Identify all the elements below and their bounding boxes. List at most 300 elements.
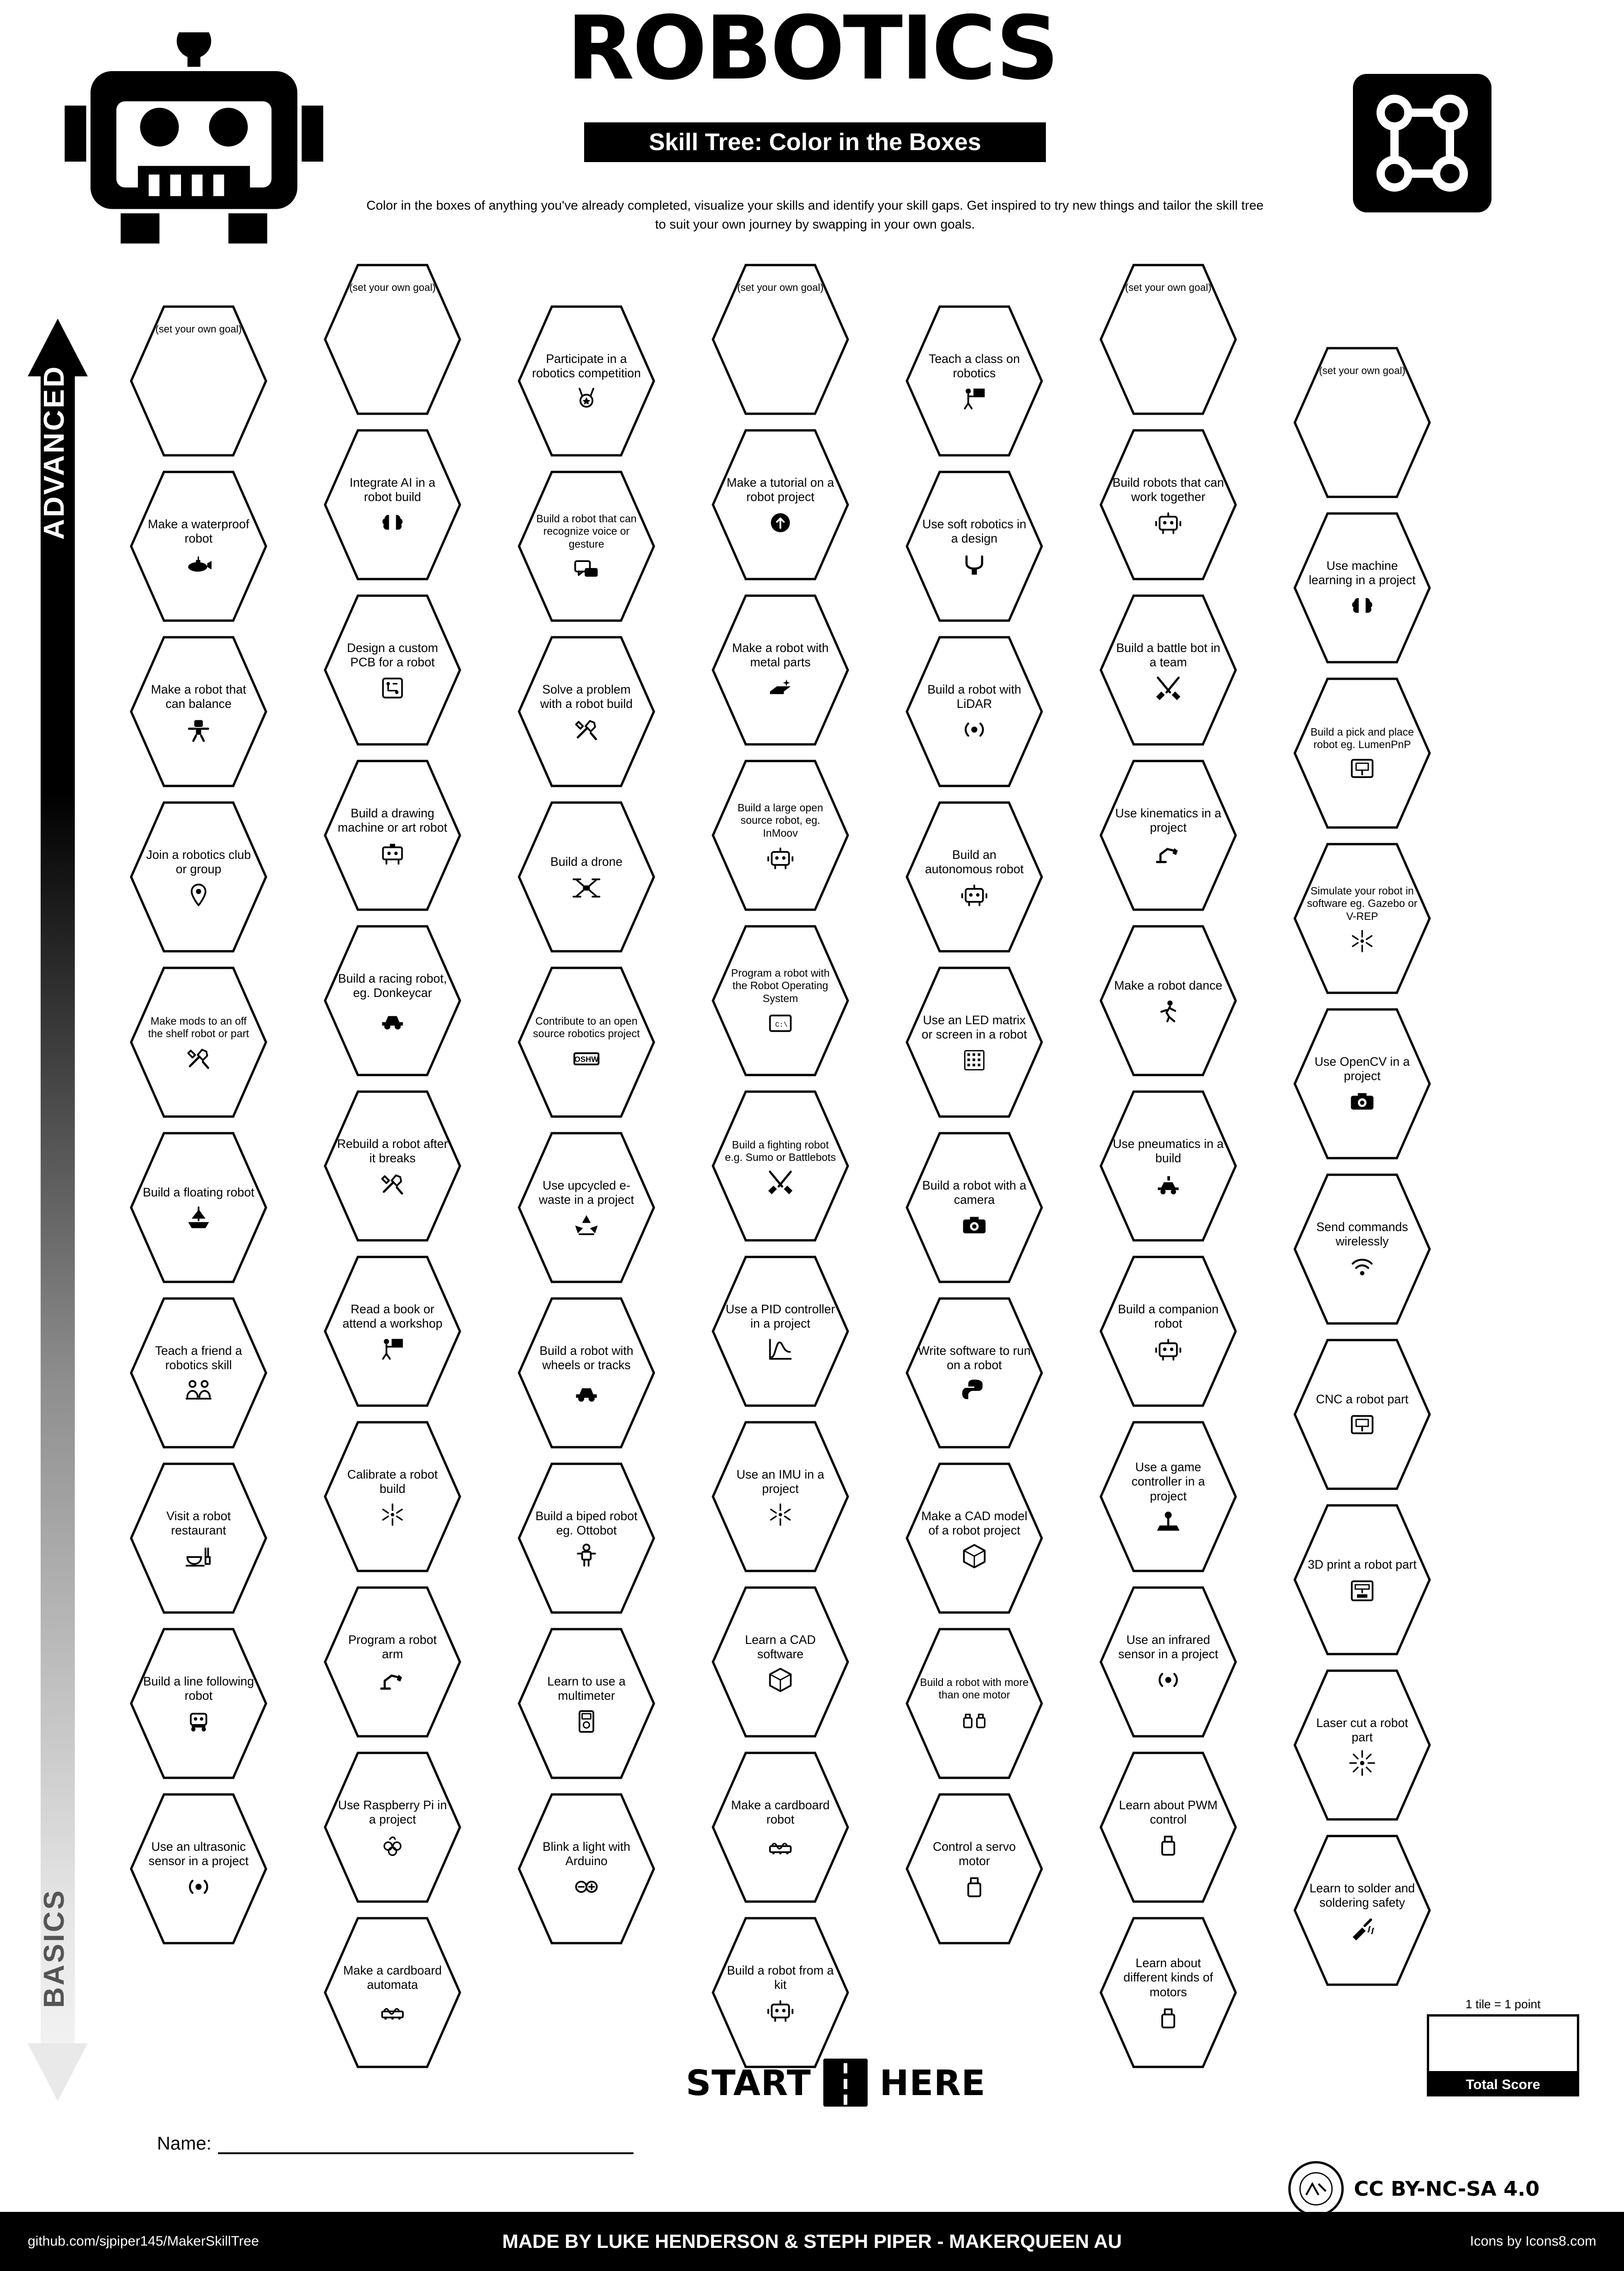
hex-label: Integrate AI in a robot build bbox=[350, 475, 435, 504]
hex-label: Build a racing robot, eg. Donkeycar bbox=[338, 971, 447, 1000]
hex-content bbox=[1306, 1685, 1419, 1807]
hex-content bbox=[336, 776, 449, 898]
python-icon bbox=[960, 1377, 988, 1405]
hex-label: Build a line following robot bbox=[143, 1674, 254, 1703]
hex-label: Use upcycled e-waste in a project bbox=[538, 1178, 634, 1207]
skill-hex-col4-11[interactable] bbox=[711, 1916, 850, 2069]
tools-icon bbox=[379, 1170, 406, 1198]
skill-hex-col4-1[interactable] bbox=[711, 263, 850, 416]
hex-label: Simulate your robot in software eg. Gazebo or V-REP bbox=[1307, 885, 1418, 922]
hex-content bbox=[1306, 528, 1419, 650]
drone-icon bbox=[573, 874, 600, 902]
tools-icon bbox=[573, 716, 600, 743]
skill-hex-col6-8[interactable] bbox=[1099, 1420, 1238, 1573]
hex-content bbox=[336, 1768, 449, 1890]
hex-label: Join a robotics club or group bbox=[146, 847, 251, 876]
two-motors-icon bbox=[960, 1706, 988, 1733]
hex-content bbox=[1112, 1272, 1225, 1394]
hex-label: Make a CAD model of a robot project bbox=[921, 1509, 1027, 1537]
skill-hex-col1-5[interactable] bbox=[129, 966, 268, 1118]
skill-hex-col2-9[interactable] bbox=[323, 1586, 462, 1738]
oshw-icon bbox=[573, 1045, 600, 1072]
hex-label: Build a robot with a camera bbox=[922, 1178, 1026, 1207]
skill-hex-col1-2[interactable] bbox=[129, 470, 268, 622]
battle-icon bbox=[1154, 674, 1182, 702]
hex-label: Learn to solder and soldering safety bbox=[1309, 1881, 1415, 1909]
page-title: ROBOTICS bbox=[567, 0, 1057, 99]
metal-icon bbox=[767, 674, 794, 702]
hex-content bbox=[918, 487, 1031, 609]
hex-label: Use kinematics in a project bbox=[1115, 806, 1221, 834]
hex-label: CNC a robot part bbox=[1316, 1392, 1409, 1407]
motor-icon bbox=[960, 1873, 988, 1901]
cube-icon bbox=[960, 1542, 988, 1570]
hex-label: Use Raspberry Pi in a project bbox=[338, 1798, 447, 1826]
hex-content bbox=[1112, 1106, 1225, 1228]
hex-content bbox=[142, 487, 255, 609]
hex-content bbox=[142, 652, 255, 774]
skill-hex-col6-11[interactable] bbox=[1099, 1916, 1238, 2069]
license-row bbox=[1288, 2161, 1539, 2217]
car-icon bbox=[573, 1377, 600, 1405]
presenter-icon bbox=[379, 1335, 406, 1363]
hex-content bbox=[530, 1148, 643, 1270]
robot-icon bbox=[767, 1997, 794, 2024]
hex-label: Use machine learning in a project bbox=[1309, 558, 1416, 587]
skill-hex-col2-3[interactable] bbox=[323, 594, 462, 746]
name-input-line[interactable] bbox=[218, 2149, 634, 2154]
skill-hex-col5-1[interactable] bbox=[905, 305, 1044, 457]
hex-label: Use OpenCV in a project bbox=[1314, 1054, 1410, 1083]
hex-label: Build robots that can work together bbox=[1112, 475, 1224, 504]
start-here-marker bbox=[656, 2057, 1016, 2108]
skill-hex-col3-9[interactable] bbox=[517, 1627, 656, 1780]
robot-icon bbox=[960, 881, 988, 909]
skill-hex-col1-6[interactable] bbox=[129, 1131, 268, 1284]
hex-content bbox=[918, 1644, 1031, 1766]
hex-content bbox=[336, 1106, 449, 1228]
line-robot-icon bbox=[185, 1708, 212, 1735]
hex-content bbox=[724, 610, 837, 732]
hex-label: Calibrate a robot build bbox=[347, 1467, 438, 1496]
hex-content bbox=[1112, 941, 1225, 1063]
skill-hex-col7-10[interactable] bbox=[1293, 1834, 1431, 1987]
hex-content bbox=[1112, 1437, 1225, 1559]
hex-label: Teach a friend a robotics skill bbox=[155, 1343, 242, 1372]
presenter-icon bbox=[960, 385, 988, 413]
hex-goal-placeholder: (set your own goal) bbox=[1125, 282, 1212, 293]
skill-hex-col4-5[interactable] bbox=[711, 924, 850, 1077]
hex-label: Make a cardboard robot bbox=[731, 1798, 830, 1826]
hex-goal-placeholder: (set your own goal) bbox=[1319, 365, 1406, 376]
footer-credit: MADE BY LUKE HENDERSON & STEPH PIPER - MAKERQUEEN AU bbox=[502, 2230, 1122, 2252]
hex-content bbox=[918, 1479, 1031, 1601]
hex-content bbox=[1306, 1355, 1419, 1477]
skill-hex-col6-10[interactable] bbox=[1099, 1751, 1238, 1903]
hex-goal-placeholder: (set your own goal) bbox=[155, 323, 242, 335]
hex-content bbox=[1112, 776, 1225, 898]
joystick-icon bbox=[1154, 1508, 1182, 1536]
skill-hex-col5-3[interactable] bbox=[905, 635, 1044, 788]
hex-label: 3D print a robot part bbox=[1308, 1558, 1417, 1572]
skill-hex-col4-3[interactable] bbox=[711, 594, 850, 746]
skill-hex-col2-11[interactable] bbox=[323, 1916, 462, 2069]
hex-content bbox=[142, 1148, 255, 1270]
robot-arm-icon bbox=[1154, 840, 1182, 867]
submarine-icon bbox=[185, 550, 212, 578]
battle-icon bbox=[767, 1168, 794, 1196]
skill-hex-col1-3[interactable] bbox=[129, 635, 268, 788]
hex-content bbox=[142, 1644, 255, 1766]
cc-badge-icon bbox=[1288, 2161, 1344, 2217]
hex-label: Build a large open source robot, eg. InMoov bbox=[737, 802, 823, 839]
hex-content bbox=[1306, 363, 1419, 485]
hex-label: Build a fighting robot e.g. Sumo or Battlebots bbox=[724, 1138, 836, 1163]
hex-label: Build a drone bbox=[550, 855, 623, 869]
skill-hex-col2-7[interactable] bbox=[323, 1255, 462, 1407]
page-description: Color in the boxes of anything you've already completed, visualize your skills and identify your skill gaps. Get inspired to try new things and tailor the skill tree to suit your own journey by swapping in your own goals. bbox=[366, 198, 1264, 231]
cube-icon bbox=[767, 1666, 794, 1694]
license-text: CC BY-NC-SA 4.0 bbox=[1354, 2177, 1540, 2201]
boat-icon bbox=[185, 1205, 212, 1232]
hex-label: Build a battle bot in a team bbox=[1116, 640, 1220, 669]
hex-content bbox=[530, 1644, 643, 1766]
axis-label-advanced: ADVANCED bbox=[38, 365, 70, 540]
automata-icon bbox=[767, 1831, 794, 1859]
pcb-icon bbox=[379, 674, 406, 702]
skill-hex-col2-10[interactable] bbox=[323, 1751, 462, 1903]
wifi-icon bbox=[1348, 1253, 1376, 1281]
hex-label: Send commands wirelessly bbox=[1316, 1220, 1408, 1248]
hex-content bbox=[724, 280, 837, 402]
hex-content bbox=[1306, 1024, 1419, 1146]
medal-icon bbox=[573, 385, 600, 413]
calibrate-icon bbox=[379, 1501, 406, 1528]
hex-content bbox=[530, 1479, 643, 1601]
hex-content bbox=[724, 1768, 837, 1890]
speech-bubbles-icon bbox=[573, 555, 600, 583]
hex-content bbox=[724, 1272, 837, 1394]
skill-hex-col5-6[interactable] bbox=[905, 1131, 1044, 1284]
gripper-icon bbox=[960, 550, 988, 578]
brain-chip-icon bbox=[379, 509, 406, 537]
skill-hex-col3-4[interactable] bbox=[517, 801, 656, 953]
art-robot-icon bbox=[379, 840, 406, 867]
skill-hex-col1-7[interactable] bbox=[129, 1297, 268, 1449]
hex-label: Program a robot arm bbox=[348, 1632, 437, 1661]
skill-hex-col7-9[interactable] bbox=[1293, 1669, 1431, 1821]
hex-label: Build a robot with wheels or tracks bbox=[539, 1343, 634, 1372]
hex-label: Use an infrared sensor in a project bbox=[1118, 1632, 1219, 1661]
total-score-label: Total Score bbox=[1427, 2073, 1579, 2096]
start-label: START bbox=[686, 2062, 811, 2103]
cnc-icon bbox=[1348, 755, 1376, 783]
skill-hex-col2-8[interactable] bbox=[323, 1420, 462, 1573]
led-matrix-icon bbox=[960, 1046, 988, 1074]
hex-label: Use a PID controller in a project bbox=[725, 1302, 835, 1330]
hex-content bbox=[142, 983, 255, 1105]
hex-content bbox=[1112, 445, 1225, 567]
page-footer bbox=[0, 2212, 1624, 2271]
hex-content bbox=[336, 1272, 449, 1394]
raspberry-icon bbox=[379, 1831, 406, 1859]
hex-label: Blink a light with Arduino bbox=[542, 1839, 630, 1868]
hex-content bbox=[918, 983, 1031, 1105]
calibrate-icon bbox=[767, 1501, 794, 1528]
skill-hex-col1-9[interactable] bbox=[129, 1627, 268, 1780]
food-tray-icon bbox=[185, 1542, 212, 1570]
hex-content bbox=[530, 652, 643, 774]
hex-content bbox=[142, 321, 255, 443]
skill-hex-col7-8[interactable] bbox=[1293, 1504, 1431, 1656]
hex-content bbox=[336, 1437, 449, 1559]
hex-label: Make a cardboard automata bbox=[343, 1963, 442, 1992]
skill-hex-col5-2[interactable] bbox=[905, 470, 1044, 622]
skill-hex-col1-4[interactable] bbox=[129, 801, 268, 953]
skill-hex-col5-5[interactable] bbox=[905, 966, 1044, 1118]
automata-icon bbox=[379, 1997, 406, 2024]
hex-label: Visit a robot restaurant bbox=[166, 1509, 231, 1537]
camera-icon bbox=[960, 1212, 988, 1239]
skill-hex-col5-10[interactable] bbox=[905, 1793, 1044, 1945]
terminal-icon bbox=[767, 1009, 794, 1037]
skill-hex-col6-5[interactable] bbox=[1099, 924, 1238, 1077]
hex-content bbox=[1306, 694, 1419, 815]
footer-github-link[interactable]: github.com/sjpiper145/MakerSkillTree bbox=[28, 2234, 259, 2249]
hex-label: Build a robot with more than one motor bbox=[920, 1676, 1029, 1701]
hex-label: Learn to use a multimeter bbox=[547, 1674, 626, 1703]
skill-hex-col6-2[interactable] bbox=[1099, 429, 1238, 581]
hex-content bbox=[918, 1313, 1031, 1435]
hex-label: Use an ultrasonic sensor in a project bbox=[148, 1839, 249, 1868]
two-people-icon bbox=[185, 1377, 212, 1405]
hex-content bbox=[724, 445, 837, 567]
hex-content bbox=[918, 1809, 1031, 1931]
hex-content bbox=[336, 280, 449, 402]
brain-chip-icon bbox=[1348, 592, 1376, 620]
laser-icon bbox=[1348, 1749, 1376, 1777]
skill-hex-col7-3[interactable] bbox=[1293, 677, 1431, 829]
hex-content bbox=[142, 1479, 255, 1601]
signal-icon bbox=[185, 1873, 212, 1901]
hex-content bbox=[530, 1313, 643, 1435]
hex-label: Write software to run on a robot bbox=[918, 1343, 1031, 1372]
skill-hex-col2-5[interactable] bbox=[323, 924, 462, 1077]
hex-label: Make a robot dance bbox=[1114, 978, 1223, 993]
hex-content bbox=[530, 1809, 643, 1931]
skill-hex-col5-9[interactable] bbox=[905, 1627, 1044, 1780]
hex-label: Learn a CAD software bbox=[745, 1632, 816, 1661]
robot-icon bbox=[767, 844, 794, 872]
car-icon bbox=[379, 1005, 406, 1033]
hex-label: Solve a problem with a robot build bbox=[540, 682, 633, 711]
skill-hex-col5-8[interactable] bbox=[905, 1462, 1044, 1614]
hex-content bbox=[1112, 1768, 1225, 1890]
hex-content bbox=[142, 817, 255, 939]
hex-label: Read a book or attend a workshop bbox=[342, 1302, 443, 1330]
hex-content bbox=[1112, 610, 1225, 732]
hex-content bbox=[724, 941, 837, 1063]
hex-label: Build a drawing machine or art robot bbox=[338, 806, 447, 834]
hex-content bbox=[1112, 280, 1225, 402]
hex-content bbox=[724, 1602, 837, 1724]
skill-hex-col7-4[interactable] bbox=[1293, 842, 1431, 995]
hex-content bbox=[1306, 1851, 1419, 1973]
solder-icon bbox=[1348, 1915, 1376, 1942]
skill-hex-col7-7[interactable] bbox=[1293, 1338, 1431, 1491]
hex-label: Make a robot that can balance bbox=[151, 682, 247, 711]
score-panel bbox=[1427, 1997, 1579, 2096]
skill-hex-col2-6[interactable] bbox=[323, 1090, 462, 1242]
hex-content bbox=[530, 983, 643, 1105]
hex-content bbox=[724, 1933, 837, 2055]
skill-hex-col3-8[interactable] bbox=[517, 1462, 656, 1614]
hex-label: Make a tutorial on a robot project bbox=[726, 475, 834, 504]
skill-hex-col2-1[interactable] bbox=[323, 263, 462, 416]
hex-content bbox=[1306, 1190, 1419, 1311]
road-icon bbox=[823, 2059, 868, 2107]
hex-label: Make a waterproof robot bbox=[148, 517, 249, 545]
hex-label: Build a robot that can recognize voice or gesture bbox=[536, 513, 637, 550]
svg-text:OSHW: OSHW bbox=[574, 1055, 599, 1064]
hex-content bbox=[530, 817, 643, 939]
skill-hex-col4-2[interactable] bbox=[711, 429, 850, 581]
skill-hex-col3-10[interactable] bbox=[517, 1793, 656, 1945]
hex-label: Design a custom PCB for a robot bbox=[347, 640, 438, 669]
cnc-icon bbox=[1348, 1412, 1376, 1439]
hex-content bbox=[530, 321, 643, 443]
skill-hex-col3-7[interactable] bbox=[517, 1297, 656, 1449]
signal-icon bbox=[1154, 1666, 1182, 1694]
hex-content bbox=[142, 1313, 255, 1435]
skill-hex-col7-5[interactable] bbox=[1293, 1008, 1431, 1160]
skill-hex-col7-6[interactable] bbox=[1293, 1173, 1431, 1325]
hex-label: Use an IMU in a project bbox=[737, 1467, 824, 1496]
hex-label: Laser cut a robot part bbox=[1316, 1715, 1408, 1744]
skill-hex-col2-4[interactable] bbox=[323, 759, 462, 912]
hex-content bbox=[336, 610, 449, 732]
hex-content bbox=[918, 652, 1031, 774]
hex-content bbox=[1306, 1520, 1419, 1642]
page-subtitle: Skill Tree: Color in the Boxes bbox=[584, 122, 1046, 162]
skill-hex-col7-1[interactable] bbox=[1293, 346, 1431, 499]
hex-label: Learn about PWM control bbox=[1119, 1798, 1218, 1826]
hex-content bbox=[1112, 1933, 1225, 2055]
hex-label: Build a robot from a kit bbox=[727, 1963, 834, 1992]
skill-hex-col6-3[interactable] bbox=[1099, 594, 1238, 746]
motor-icon bbox=[1154, 2004, 1182, 2032]
skill-hex-col3-3[interactable] bbox=[517, 635, 656, 788]
name-field-row bbox=[157, 2133, 634, 2154]
hex-content bbox=[1306, 859, 1419, 981]
hex-label: Rebuild a robot after it breaks bbox=[337, 1136, 448, 1165]
skill-hex-col1-1[interactable] bbox=[129, 305, 268, 457]
skill-hex-col4-4[interactable] bbox=[711, 759, 850, 912]
location-pin-icon bbox=[185, 881, 212, 909]
recycle-icon bbox=[573, 1212, 600, 1239]
here-label: HERE bbox=[879, 2062, 986, 2103]
skill-hex-col3-6[interactable] bbox=[517, 1131, 656, 1284]
skill-hex-col6-9[interactable] bbox=[1099, 1586, 1238, 1738]
page-header bbox=[0, 0, 1624, 286]
calibrate-icon bbox=[1348, 927, 1376, 955]
hex-content bbox=[1112, 1602, 1225, 1724]
skill-hex-col4-7[interactable] bbox=[711, 1255, 850, 1407]
skill-hex-col4-8[interactable] bbox=[711, 1420, 850, 1573]
skill-hex-col4-9[interactable] bbox=[711, 1586, 850, 1738]
hex-content bbox=[724, 776, 837, 898]
hex-label: Build an autonomous robot bbox=[925, 847, 1024, 876]
hex-label: Make mods to an off the shelf robot or part bbox=[148, 1015, 249, 1039]
arduino-icon bbox=[573, 1873, 600, 1901]
pid-curve-icon bbox=[767, 1335, 794, 1363]
hex-label: Participate in a robotics competition bbox=[532, 351, 641, 380]
skill-hex-col4-6[interactable] bbox=[711, 1090, 850, 1242]
tile-point-note: 1 tile = 1 point bbox=[1465, 1997, 1541, 2011]
motor-icon bbox=[1154, 1831, 1182, 1859]
skill-hex-col6-4[interactable] bbox=[1099, 759, 1238, 912]
hex-content bbox=[530, 487, 643, 609]
footer-icons-credit: Icons by Icons8.com bbox=[1470, 2234, 1596, 2249]
skill-hex-col2-2[interactable] bbox=[323, 429, 462, 581]
robot-arm-icon bbox=[379, 1666, 406, 1694]
pneumatic-icon bbox=[1154, 1170, 1182, 1198]
robot-icon bbox=[1154, 1335, 1182, 1363]
skill-hex-col4-10[interactable] bbox=[711, 1751, 850, 1903]
hex-label: Contribute to an open source robotics project bbox=[533, 1015, 640, 1039]
skill-hex-col3-1[interactable] bbox=[517, 305, 656, 457]
printer3d-icon bbox=[1348, 1577, 1376, 1605]
hex-label: Teach a class on robotics bbox=[929, 351, 1020, 380]
skill-hex-col3-5[interactable] bbox=[517, 966, 656, 1118]
dance-icon bbox=[1154, 998, 1182, 1026]
hex-goal-placeholder: (set your own goal) bbox=[737, 282, 824, 293]
skill-hex-col6-6[interactable] bbox=[1099, 1090, 1238, 1242]
circuit-logo-icon bbox=[1353, 74, 1491, 212]
signal-icon bbox=[960, 716, 988, 743]
balance-robot-icon bbox=[185, 716, 212, 743]
skill-hex-col6-1[interactable] bbox=[1099, 263, 1238, 416]
name-label: Name: bbox=[157, 2133, 211, 2154]
total-score-input[interactable] bbox=[1427, 2014, 1579, 2073]
multimeter-icon bbox=[573, 1708, 600, 1735]
hex-label: Learn about different kinds of motors bbox=[1123, 1956, 1213, 1999]
hex-content bbox=[336, 1933, 449, 2055]
skill-hex-col1-10[interactable] bbox=[129, 1793, 268, 1945]
tools-icon bbox=[185, 1045, 212, 1072]
hex-content bbox=[724, 1437, 837, 1559]
skill-hex-col5-4[interactable] bbox=[905, 801, 1044, 953]
skill-hex-col3-2[interactable] bbox=[517, 470, 656, 622]
hex-content bbox=[142, 1809, 255, 1931]
biped-icon bbox=[573, 1542, 600, 1570]
upload-icon bbox=[767, 509, 794, 537]
skill-hex-col1-8[interactable] bbox=[129, 1462, 268, 1614]
hex-content bbox=[336, 445, 449, 567]
hex-content bbox=[918, 321, 1031, 443]
hex-label: Build a robot with LiDAR bbox=[927, 682, 1021, 711]
hex-label: Make a robot with metal parts bbox=[732, 640, 829, 669]
hex-content bbox=[336, 1602, 449, 1724]
hex-content bbox=[918, 817, 1031, 939]
hex-label: Build a floating robot bbox=[143, 1185, 254, 1200]
skill-hex-col5-7[interactable] bbox=[905, 1297, 1044, 1449]
skill-hex-col7-2[interactable] bbox=[1293, 512, 1431, 664]
hex-label: Build a pick and place robot eg. LumenPnP bbox=[1310, 725, 1414, 750]
svg-text:C:\: C:\ bbox=[775, 1021, 788, 1029]
hex-goal-placeholder: (set your own goal) bbox=[349, 282, 436, 293]
skill-hex-col6-7[interactable] bbox=[1099, 1255, 1238, 1407]
